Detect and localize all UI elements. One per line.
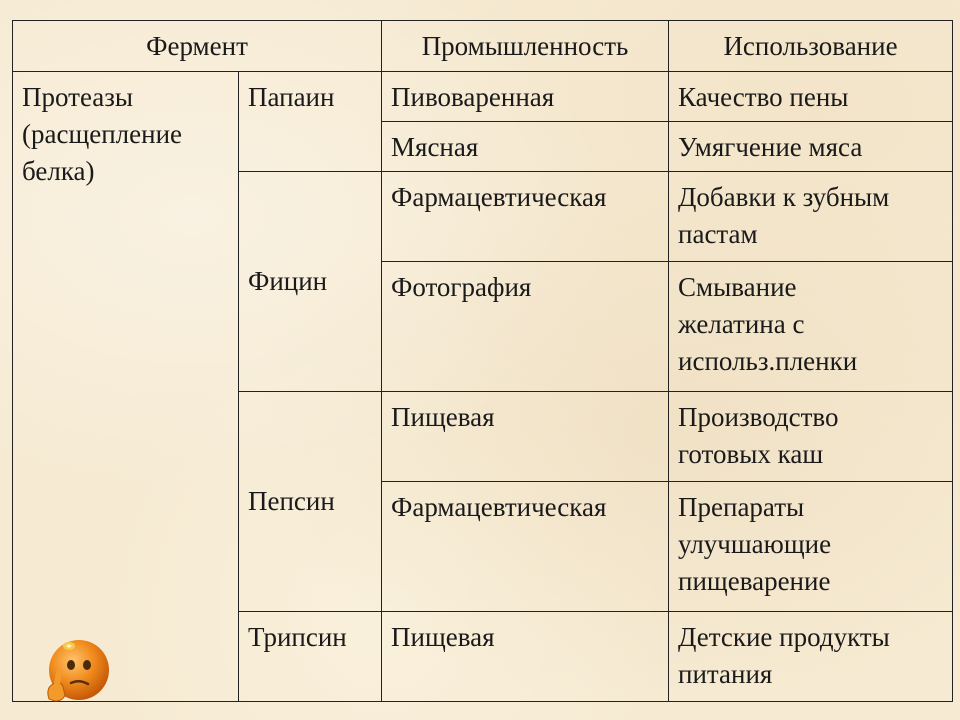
- usage-cell: [669, 262, 953, 392]
- enzyme-group-cell: [13, 72, 239, 702]
- enzyme-name-cell: Пепсин: [239, 392, 382, 612]
- thinking-smiley-icon: [41, 633, 113, 703]
- industry-cell: Фармацевтическая: [382, 172, 669, 262]
- usage-cell: [669, 122, 953, 172]
- industry-cell: Пивоваренная: [382, 72, 669, 122]
- usage-line: Производство: [678, 402, 839, 432]
- enzyme-table: [12, 20, 953, 702]
- table-row: [13, 72, 953, 122]
- usage-line: Смывание: [678, 272, 797, 302]
- usage-line: Умягчение мяса: [678, 132, 863, 162]
- usage-cell: [669, 482, 953, 612]
- industry-cell: Фотография: [382, 262, 669, 392]
- enzyme-name-cell: Фицин: [239, 172, 382, 392]
- usage-line: пастам: [678, 219, 758, 249]
- enzyme-group-line: Протеазы: [22, 82, 134, 112]
- header-enzyme: Фермент: [13, 21, 382, 72]
- industry-cell: Фармацевтическая: [382, 482, 669, 612]
- usage-line: Препараты: [678, 492, 805, 522]
- header-usage: Использование: [669, 21, 953, 72]
- header-row: [13, 21, 953, 72]
- usage-cell: [669, 392, 953, 482]
- industry-cell: Мясная: [382, 122, 669, 172]
- usage-cell: [669, 72, 953, 122]
- enzyme-name-cell: Папаин: [239, 72, 382, 172]
- usage-line: Детские продукты: [678, 622, 890, 652]
- usage-line: питания: [678, 659, 773, 689]
- usage-line: использ.пленки: [678, 346, 858, 376]
- usage-line: желатина с: [678, 309, 805, 339]
- enzyme-group-line: белка): [22, 156, 95, 186]
- usage-line: пищеварение: [678, 566, 831, 596]
- enzyme-group-line: (расщепление: [22, 119, 183, 149]
- usage-cell: [669, 172, 953, 262]
- usage-line: улучшающие: [678, 529, 832, 559]
- usage-line: Добавки к зубным: [678, 182, 890, 212]
- industry-cell: Пищевая: [382, 612, 669, 702]
- usage-line: готовых каш: [678, 439, 824, 469]
- enzyme-name-cell: Трипсин: [239, 612, 382, 702]
- usage-line: Качество пены: [678, 82, 849, 112]
- header-industry: Промышленность: [382, 21, 669, 72]
- usage-cell: [669, 612, 953, 702]
- industry-cell: Пищевая: [382, 392, 669, 482]
